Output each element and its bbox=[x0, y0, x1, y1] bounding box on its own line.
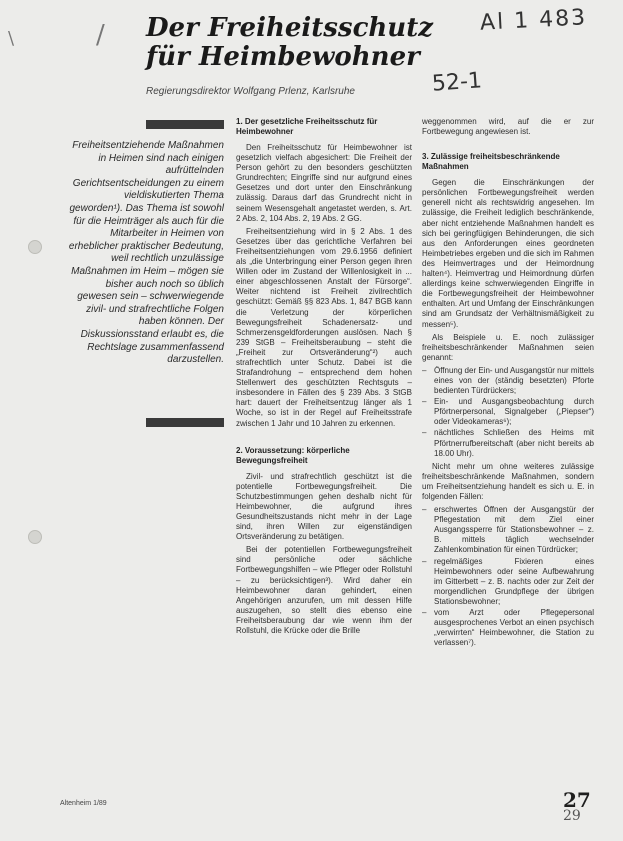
teaser-top-bar bbox=[146, 120, 224, 129]
list-item: – vom Arzt oder Pflegepersonal ausgesprochenes Verbot an einen psychisch „verwirrten“ Heimbewohner, die Station zu verlassen⁷). bbox=[422, 608, 594, 648]
section-2-heading: 2. Voraussetzung: körperliche Bewegungsfreiheit bbox=[236, 445, 350, 465]
article-teaser: Freiheitsentziehende Maßnahmen in Heimen sind nach einigen aufrüttelnden Gerichtsentscheidungen zu einem vieldiskutierten Thema geworden¹). Das Thema ist sowohl für die Heimträger als auch für die Mitarbeiter in Heimen von erheblicher praktischer Bedeutung, weil rechtlich unzulässige Maßnahmen im Heim – mögen sie bisher auch noch so üblich gewesen sein – schwerwiegende zivil- und strafrechtliche Folgen haben können. Der Diskussionsstand erlaubt es, die Rechtslage zusammenfassend darzustellen. bbox=[68, 140, 224, 366]
handwritten-note: 52-1 bbox=[431, 68, 483, 97]
title-line-1: Der Freiheitsschutz bbox=[146, 13, 433, 43]
title-line-2: für Heimbewohner bbox=[146, 42, 420, 72]
section-3-paragraph-1: Gegen die Einschränkungen der persönlichen Fortbewegungsfreiheit werden generell nicht als rechtswidrig angesehen. Im zulässige, die Freiheit lediglich beschränkende, aber nicht entziehende Maßnahmen handelt es sich bei geringfügigen Behinderungen, die sich aus den Anforderungen eines geordneten Heimbetriebes ergeben und die sich im Rahmen des Heimvertrages und der Heimordnung halten⁴). Heimvertrag und Heimordnung dürfen allerdings keine schwerwiegenden Eingriffe in die Fortbewegungsfreiheit der Heimbewohner enthalten. Art und Umfang der Einschränkungen sind am Grundsatz der Verhältnismäßigkeit zu messen⁵). bbox=[422, 178, 594, 329]
pen-stroke-mark: / bbox=[96, 20, 105, 50]
list-item: – Öffnung der Ein- und Ausgangstür nur mittels eines von der (ständig besetzten) Pforte bedienten Türdrückers; bbox=[422, 366, 594, 396]
section-3-paragraph-3: Nicht mehr um ohne weiteres zulässige freiheitsbeschränkende Maßnahmen, sondern um Freiheitsentziehung handelt es sich u. E. in folgenden Fällen: bbox=[422, 461, 594, 501]
list-item: – nächtliches Schließen des Heims mit Pförtnerrufbereitschaft (aber nicht bereits ab 18.00 Uhr). bbox=[422, 428, 594, 458]
section-2-paragraph-2: Bei der potentiellen Fortbewegungsfreiheit sind persönliche oder sächliche Fortbewegungshilfen – wie Pfleger oder Rollstuhl – zu berücksichtigen³). Wird daher ein Heimbewohner daran gehindert, einen Angehörigen anzurufen, um mit dessen Hilfe auszugehen, so stellt dies ebenso eine Freiheitsberaubung dar wie wenn ihm der Rollstuhl, die Krücke oder die Brille bbox=[236, 545, 412, 636]
deprivation-measures-list bbox=[422, 505, 594, 648]
section-2-paragraph-1: Zivil- und strafrechtlich geschützt ist die potentielle Fortbewegungsfreiheit. Die Schutzbestimmungen gehen deshalb nicht für Heimbewohner, die aufgrund ihres Gesundheitszustands nicht mehr in der Lage sind, ihren Willen zur eigenständigen Ortsveränderung zu betätigen. bbox=[236, 471, 412, 542]
permitted-measures-list bbox=[422, 366, 594, 459]
article-author: Regierungsdirektor Wolfgang Prlenz, Karlsruhe bbox=[146, 86, 355, 97]
section-3-heading: 3. Zulässige freiheitsbeschränkende Maßnahmen bbox=[422, 152, 560, 172]
section-1-heading: 1. Der gesetzliche Freiheitsschutz für Heimbewohner bbox=[236, 117, 378, 136]
handwritten-archive-number: Al 1 483 bbox=[479, 5, 588, 36]
list-item: – Ein- und Ausgangsbeobachtung durch Pförtnerpersonal, Signalgeber („Piepser“) oder Videokameras⁶); bbox=[422, 397, 594, 427]
teaser-bottom-bar bbox=[146, 418, 224, 427]
column-right bbox=[422, 117, 594, 651]
section-3-paragraph-2: Als Beispiele u. E. noch zulässiger freiheitsbeschränkender Maßnahmen seien genannt: bbox=[422, 332, 594, 362]
page-number-secondary: 29 bbox=[563, 808, 581, 824]
margin-slash-mark: \ bbox=[8, 28, 15, 49]
section-2-continuation: weggenommen wird, auf die er zur Fortbewegung angewiesen ist. bbox=[422, 117, 594, 137]
section-1-paragraph-1: Den Freiheitsschutz für Heimbewohner ist gesetzlich vielfach abgesichert: Die Freiheit der Person gehört zu den besonders geschützten Grundrechten; Eingriffe sind nur aufgrund eines Gesetzes und dort unter den Einschränkung zulässig. Daraus darf das Grundrecht nicht in seinem Wesensgehalt angetastet werden, s. Art. 2 Abs. 2, 104 Abs. 2, 19 Abs. 2 GG. bbox=[236, 143, 412, 223]
footer-journal: Altenheim 1/89 bbox=[60, 800, 107, 807]
list-item: – regelmäßiges Fixieren eines Heimbewohners oder seine Aufbewahrung im Gitterbett – z. B. nachts oder zur Zeit der morgendlichen Grundpflege der übrigen Stationsbewohner; bbox=[422, 557, 594, 607]
list-item: – erschwertes Öffnen der Ausgangstür der Pflegestation mit dem Ziel einer Ausgangssperre für Stationsbewohner – z. B. mittels täglich wechselnder Zahlenkombination für einen Türdrücker; bbox=[422, 505, 594, 555]
article-title bbox=[146, 14, 436, 72]
column-middle bbox=[236, 117, 412, 639]
punch-hole-top bbox=[28, 240, 42, 254]
punch-hole-bottom bbox=[28, 530, 42, 544]
page-number: 27 bbox=[563, 788, 591, 812]
section-1-paragraph-2: Freiheitsentziehung wird in § 2 Abs. 1 des Gesetzes über das gerichtliche Verfahren bei Freiheitsentziehungen vom 29.6.1956 definiert als „die Unterbringung einer Person gegen ihren Willen oder im Zustand der Willenlosigkeit in ... einer abgeschlossenen Anstalt der Fürsorge“. Weiter nichtend ist Freiheit zivilrechtlich geschützt: Gemäß §§ 823 Abs. 1, 847 BGB kann die Verletzung der körperlichen Bewegungsfreiheit Schadenersatz- und Schmerzensgeldforderungen auslösen. Nach § 239 StGB – Freiheitsberaubung – steht die „Freiheit zur Ortsveränderung“²) auch strafrechtlich unter Schutz. Dabei ist die Strafandrohung – entsprechend dem hohen Stellenwert des geschützten Rechtsguts – insbesondere in Fällen des § 239 Abs. 3 StGB hart: dauert der Freiheitsentzug länger als 1 Woche, so ist in der Regel auf Freiheitsstrafe zwischen 1 Jahr und 10 Jahren zu erkennen. bbox=[236, 226, 412, 428]
